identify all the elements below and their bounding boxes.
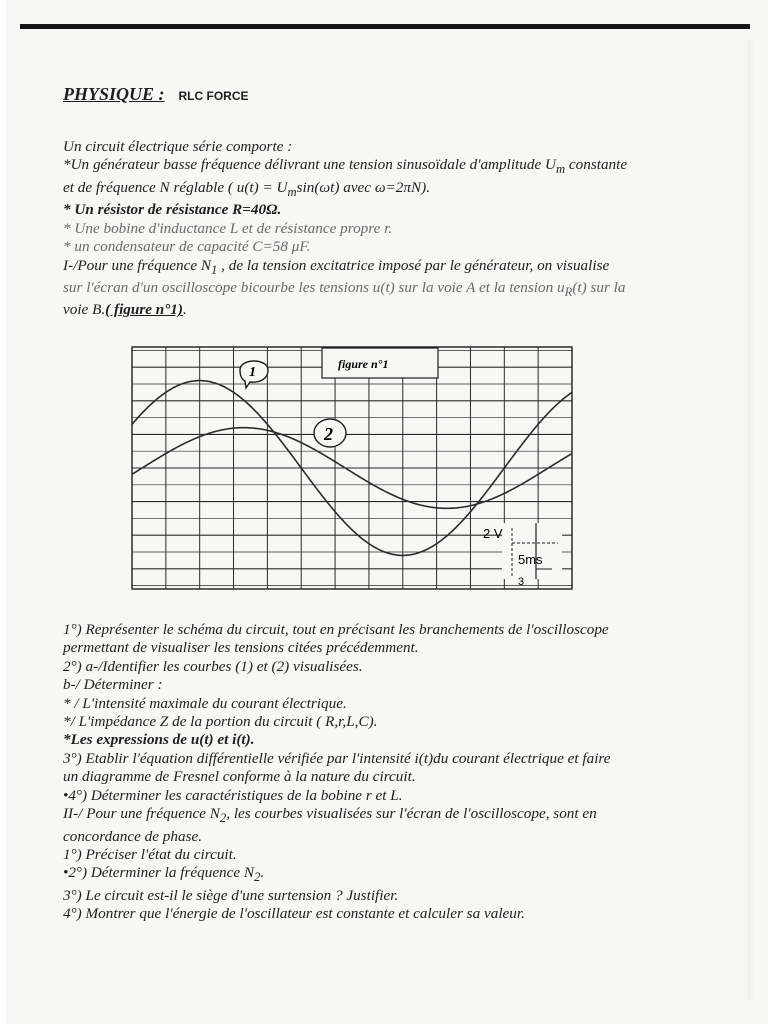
scan-left-edge	[0, 0, 6, 1024]
capacitor-spec: * un condensateur de capacité C=58 μF.	[63, 238, 311, 256]
figure-reference: ( figure n°1)	[105, 301, 183, 319]
intro-text: , de la tension excitatrice imposé par le générateur, on visualise	[217, 256, 610, 274]
oscilloscope-figure	[122, 343, 574, 593]
curve-1-label: 1	[249, 365, 256, 380]
subject-title: PHYSIQUE :	[63, 84, 165, 104]
intro-line	[63, 179, 703, 201]
question-text: 1°) Préciser l'état du circuit.	[63, 845, 237, 863]
question-line	[63, 846, 723, 864]
intro-line	[63, 201, 703, 219]
coil-spec: * Une bobine d'inductance L et de résistance propre r.	[63, 219, 393, 237]
voltage-scale: 2 V	[483, 526, 503, 541]
intro-line	[63, 220, 703, 238]
question-line	[63, 828, 723, 846]
figure-title: figure n°1	[338, 357, 389, 371]
intro-line	[63, 156, 703, 178]
subscript: 2	[254, 870, 261, 885]
subscript: R	[564, 284, 573, 299]
subscript: m	[555, 162, 566, 177]
intro-line	[63, 238, 703, 256]
curve-2-label: 2	[324, 424, 333, 444]
intro-text: (t) sur la	[572, 278, 626, 296]
question-text: •4°) Déterminer les caractéristiques de la bobine r et L.	[63, 786, 403, 804]
question-text: 3°) Le circuit est-il le siège d'une surtension ? Justifier.	[63, 886, 399, 904]
question-text: 1°) Représenter le schéma du circuit, tout en précisant les branchements de l'oscilloscope	[63, 621, 609, 638]
scale-panel	[502, 523, 562, 579]
topic-title: RLC FORCE	[178, 89, 249, 103]
intro-line	[63, 279, 703, 301]
question-text: concordance de phase.	[63, 827, 203, 845]
question-text: .	[260, 864, 265, 882]
question-line	[63, 676, 723, 694]
question-text: permettant de visualiser les tensions citées précédemment.	[63, 639, 419, 657]
question-line	[63, 639, 723, 657]
intro-line	[63, 257, 703, 279]
question-line	[63, 695, 723, 713]
question-line	[63, 731, 723, 749]
question-line	[63, 887, 723, 905]
resistor-spec: * Un résistor de résistance R=40Ω.	[63, 201, 282, 219]
oscilloscope-screen	[122, 343, 574, 593]
question-line	[63, 787, 723, 805]
subscript: 1	[211, 262, 218, 277]
intro-text: voie B.	[63, 301, 106, 319]
intro-text: constante	[565, 156, 628, 174]
question-text: * / L'intensité maximale du courant électrique.	[63, 694, 347, 712]
questions-section	[63, 621, 723, 924]
question-text: II-/ Pour une fréquence N	[63, 805, 220, 823]
question-line	[63, 658, 723, 676]
question-text: , les courbes visualisées sur l'écran de l'oscilloscope, sont en	[226, 805, 597, 823]
question-text: */ L'impédance Z de la portion du circuit ( R,r,L,C).	[63, 713, 378, 731]
question-line	[63, 621, 723, 639]
intro-line	[63, 138, 703, 156]
time-scale: 5ms	[518, 552, 543, 567]
time-scale-divisor: 3	[518, 576, 525, 588]
intro-text: I-/Pour une fréquence N	[63, 256, 212, 274]
question-text: b-/ Déterminer :	[63, 676, 163, 694]
question-line	[63, 768, 723, 786]
question-text: 4°) Montrer que l'énergie de l'oscillateur est constante et calculer sa valeur.	[63, 905, 525, 923]
subscript: 2	[219, 811, 227, 826]
question-text: 3°) Etablir l'équation différentielle vérifiée par l'intensité i(t)du courant électrique et faire	[63, 749, 611, 767]
question-line	[63, 864, 723, 886]
scan-shadow	[748, 40, 754, 1000]
scan-top-bar	[20, 24, 750, 29]
question-line	[63, 713, 723, 731]
intro-text: .	[182, 301, 187, 319]
intro-text: et de fréquence N réglable ( u(t) = U	[63, 178, 288, 196]
question-line	[63, 905, 723, 923]
question-line	[63, 750, 723, 768]
subscript: m	[287, 184, 297, 199]
intro-text: sur l'écran d'un oscilloscope bicourbe les tensions u(t) sur la voie A et la tension u	[63, 278, 565, 296]
question-text: 2°) a-/Identifier les courbes (1) et (2) visualisées.	[63, 657, 363, 675]
intro-text: *Un générateur basse fréquence délivrant une tension sinusoïdale d'amplitude U	[63, 156, 556, 174]
question-line	[63, 805, 723, 827]
intro-line	[63, 301, 703, 319]
document-heading	[63, 84, 249, 105]
question-text: un diagramme de Fresnel conforme à la nature du circuit.	[63, 768, 416, 786]
intro-text: Un circuit électrique série comporte :	[63, 138, 293, 155]
problem-statement	[63, 138, 703, 320]
intro-text: sin(ωt) avec ω=2πN).	[296, 178, 430, 196]
question-text: •2°) Déterminer la fréquence N	[63, 864, 255, 882]
question-text: *Les expressions de u(t) et i(t).	[63, 731, 255, 749]
